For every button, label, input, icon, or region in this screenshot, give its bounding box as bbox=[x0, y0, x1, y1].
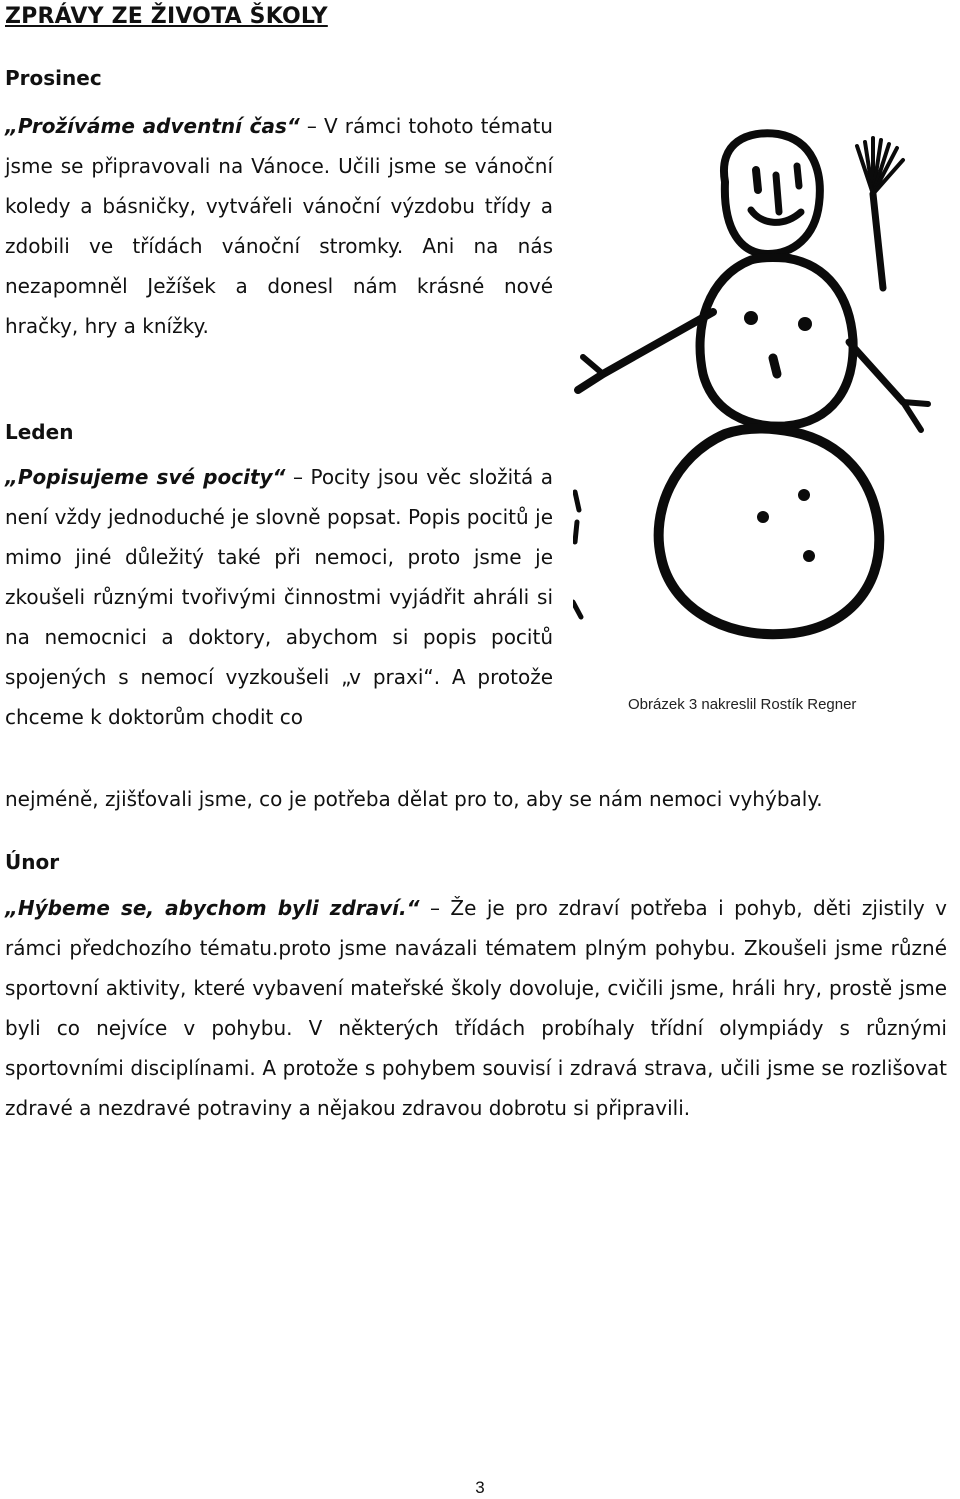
section-heading-prosinec: Prosinec bbox=[5, 66, 102, 90]
topic-title-unor: „Hýbeme se, abychom byli zdraví.“ bbox=[5, 896, 420, 920]
page-title: ZPRÁVY ZE ŽIVOTA ŠKOLY bbox=[5, 4, 328, 29]
topic-title-prosinec: „Prožíváme adventní čas“ bbox=[5, 114, 300, 138]
figure-caption: Obrázek 3 nakreslil Rostík Regner bbox=[628, 696, 857, 713]
section-heading-leden: Leden bbox=[5, 420, 74, 444]
section-heading-unor: Únor bbox=[5, 850, 60, 874]
paragraph-prosinec bbox=[5, 106, 553, 346]
paragraph-continuation-leden: nejméně, zjišťovali jsme, co je potřeba dělat pro to, aby se nám nemoci vyhýbaly. bbox=[5, 787, 823, 811]
page-number: 3 bbox=[475, 1478, 485, 1497]
topic-dash: – bbox=[419, 896, 451, 920]
snowman-drawing bbox=[573, 112, 960, 654]
paragraph-unor bbox=[5, 888, 947, 1128]
paragraph-text-prosinec: V rámci tohoto tématu jsme se připravovali na Vánoce. Učili jsme se vánoční koledy a básničky, vytvářeli vánoční výzdobu třídy a zdobili ve třídách vánoční stromky. Ani na nás nezapomněl Ježíšek a donesl nám krásné nové hračky, hry a knížky. bbox=[5, 114, 553, 338]
topic-title-leden: „Popisujeme své pocity“ bbox=[5, 465, 286, 489]
paragraph-text-unor: Že je pro zdraví potřeba i pohyb, děti zjistily v rámci předchozího tématu.proto jsme navázali tématem plným pohybu. Zkoušeli jsme různé sportovní aktivity, které vybavení mateřské školy dovoluje, cvičili jsme, hráli hry, prostě jsme byli co nejvíce v pohybu. V některých třídách probíhaly třídní olympiády s různými sportovními disciplínami. A protože s pohybem souvisí i zdravá strava, učili jsme se rozlišovat zdravé a nezdravé potraviny a nějakou zdravou dobrotu si připravili. bbox=[5, 896, 947, 1120]
paragraph-leden bbox=[5, 457, 553, 737]
topic-dash: – bbox=[299, 114, 325, 138]
paragraph-text-leden: Pocity jsou věc složitá a není vždy jednoduché je slovně popsat. Popis pocitů je mimo jiné důležitý také při nemoci, proto jsme je zkoušeli různými tvořivými činnostmi vyjádřit ahráli si na nemocnici a doktory, abychom si popis pocitů spojených s nemocí vyzkoušeli „v praxi“. A protože chceme k doktorům chodit co bbox=[5, 465, 553, 729]
topic-dash: – bbox=[285, 465, 311, 489]
